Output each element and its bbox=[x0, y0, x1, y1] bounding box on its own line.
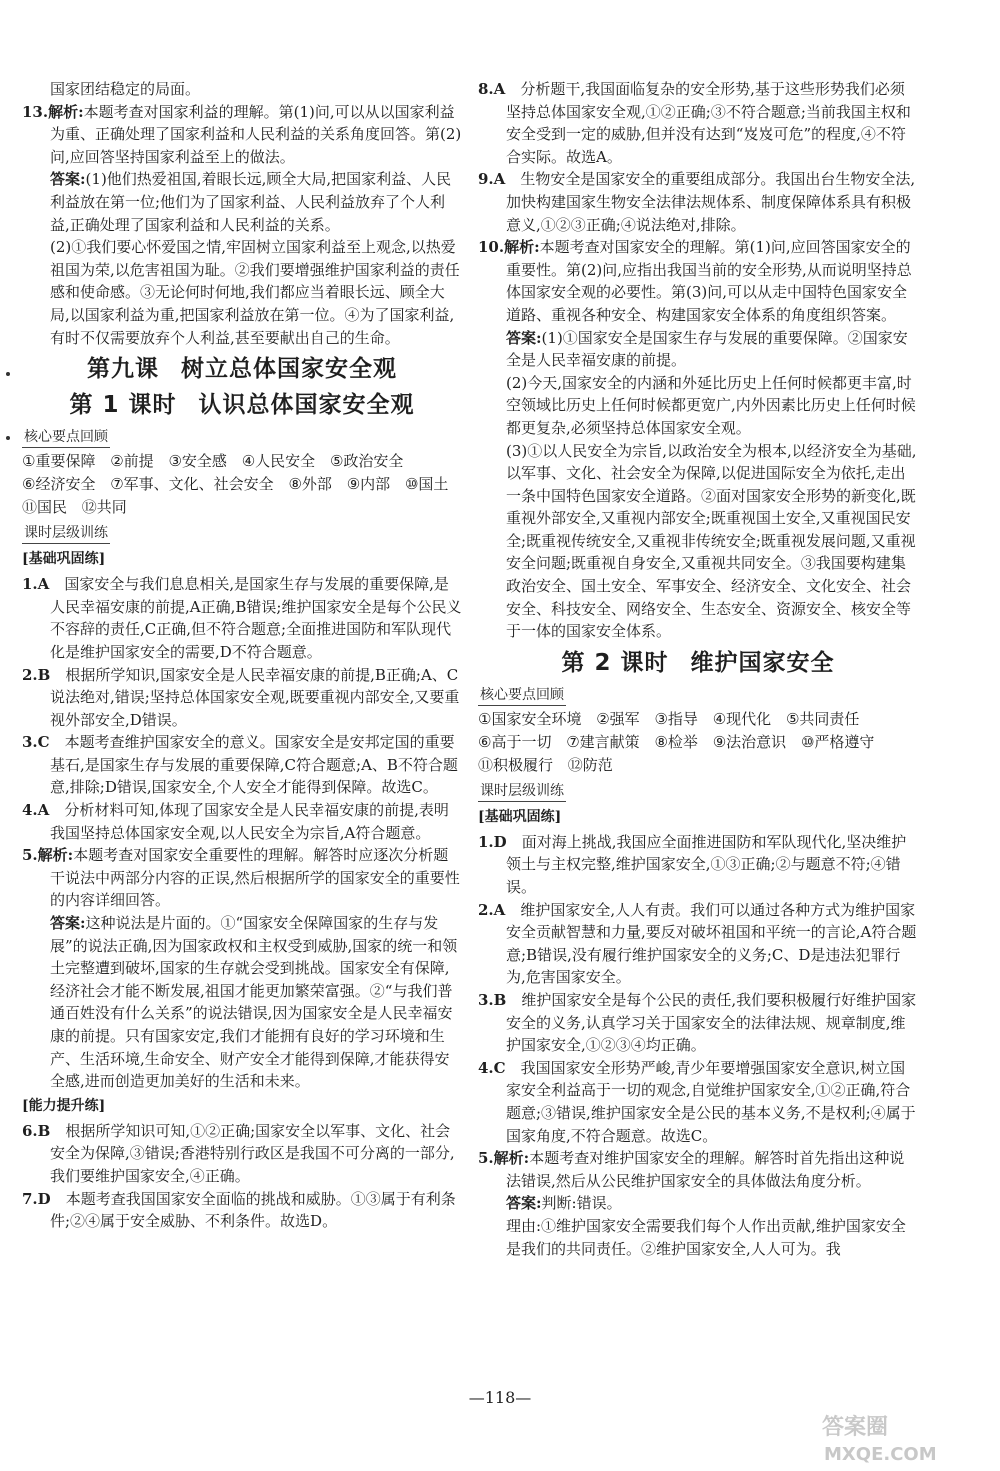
question-text: 本题考查对国家利益的理解。第(1)问,可以从以国家利益为重、正确处理了国家利益和人民利益的关系角度回答。第(2)问,应回答坚持国家利益至上的做法。 bbox=[50, 102, 462, 166]
question-number: 1.A bbox=[22, 575, 50, 594]
answer-text: 判断:错误。 bbox=[541, 1194, 622, 1213]
margin-dot bbox=[6, 436, 10, 440]
lesson-title bbox=[22, 389, 462, 421]
answer-text: (3)①以人民安全为宗旨,以政治安全为根本,以经济安全为基础,以军事、文化、社会安全为保障,以促进国际安全为依托,走出一条中国特色国家安全道路。②面对国家安全形势的新变化,既重视外部安全,又重视内部安全;既重视国土安全,又重视国民安全;既重视传统安全,又重视非传统安全;既重视发展问题,又重视安全问题;既重视自身安全,又重视共同安全。③我国要构建集政治安全、国土安全、军事安全、经济安全、文化安全、社会安全、科技安全、网络安全、生态安全、资源安全、核安全等于一体的国家安全体系。 bbox=[506, 441, 917, 641]
core-points bbox=[478, 708, 918, 777]
core-point-item: ⑪国民 bbox=[22, 498, 68, 517]
answer-label: 答案: bbox=[50, 914, 86, 933]
core-point-item: ⑦军事、文化、社会安全 bbox=[110, 475, 274, 494]
question-8 bbox=[478, 78, 918, 168]
answer-label: 答案: bbox=[50, 170, 86, 189]
watermark-line2: MXQE.COM bbox=[824, 1444, 937, 1465]
core-point-item: ⑧外部 bbox=[288, 475, 332, 494]
training-tag: 课时层级训练 bbox=[478, 781, 566, 802]
analysis-label: 解析: bbox=[48, 102, 84, 121]
question-text: 根据所学知识可知,①②正确;国家安全以军事、文化、社会安全为保障,③错误;香港特别行政区是我国不可分离的一部分,我们要维护国家安全,④正确。 bbox=[50, 1121, 455, 1185]
question-r2 bbox=[478, 899, 918, 989]
question-number: 6.B bbox=[22, 1121, 51, 1140]
question-9 bbox=[478, 168, 918, 236]
answer-text: (1)①国家安全是国家生存与发展的重要保障。②国家安全是人民幸福安康的前提。 bbox=[506, 328, 908, 370]
right-column bbox=[478, 78, 918, 1260]
core-point-item: ⑥经济安全 bbox=[22, 475, 96, 494]
chapter-title bbox=[22, 353, 462, 385]
margin-dot bbox=[6, 372, 10, 376]
section-basic: [基础巩固练] bbox=[22, 551, 106, 568]
core-points bbox=[22, 450, 462, 519]
section-ability: [能力提升练] bbox=[22, 1097, 106, 1114]
core-point-item: ①重要保障 bbox=[22, 452, 96, 471]
question-number: 7.D bbox=[22, 1189, 51, 1208]
lesson-title bbox=[478, 647, 918, 679]
question-r4 bbox=[478, 1057, 918, 1147]
question-text: 生物安全是国家安全的重要组成部分。我国出台生物安全法,加快构建国家生物安全法律法规体系、制度保障体系具有积极意义,①②③正确;④说法绝对,排除。 bbox=[506, 170, 916, 234]
question-number: 3.C bbox=[22, 733, 50, 752]
question-text: 本题考查对维护国家安全的理解。解答时首先指出这种说法错误,然后从公民维护国家安全的具体做法角度分析。 bbox=[506, 1149, 905, 1190]
chapter-name: 树立总体国家安全观 bbox=[181, 356, 397, 383]
question-r1 bbox=[478, 831, 918, 899]
question-text: 分析材料可知,体现了国家安全是人民幸福安康的前提,表明我国坚持总体国家安全观,以人民安全为宗旨,A符合题意。 bbox=[50, 801, 449, 842]
question-text: 国家安全与我们息息相关,是国家生存与发展的重要保障,是人民幸福安康的前提,A正确,B错误;维护国家安全是每个公民义不容辞的责任,C正确,但不符合题意;全面推进国防和军队现代化是维护国家安全的需要,D不符合题意。 bbox=[50, 575, 462, 661]
question-r5 bbox=[478, 1147, 918, 1192]
core-review-tag: 核心要点回顾 bbox=[478, 685, 566, 706]
question-number: 13. bbox=[22, 102, 49, 121]
question-text: 维护国家安全,人人有责。我们可以通过各种方式为维护国家安全贡献智慧和力量,要反对破坏祖国和平统一的言论,A符合题意;B错误,没有履行维护国家安全的义务;C、D是违法犯罪行为,危害国家安全。 bbox=[506, 900, 917, 987]
page-number: —118— bbox=[468, 1388, 532, 1407]
core-point-item: ⑨法治意识 bbox=[712, 732, 787, 751]
core-point-item: ③指导 bbox=[654, 709, 698, 728]
analysis-label: 解析: bbox=[493, 1149, 530, 1168]
answer-text: (2)①我们要心怀爱国之情,牢固树立国家利益至上观念,以热爱祖国为荣,以危害祖国为耻。②我们要增强维护国家利益的责任感和使命感。③无论何时何地,我们都应当着眼长远、顾全大局,以国家利益为重,把国家利益放在第一位。④为了国家利益,有时不仅需要放弃个人利益,甚至要献出自己的生命。 bbox=[50, 238, 460, 347]
question-number: 5. bbox=[22, 846, 38, 865]
answer-text: 这种说法是片面的。①“国家安全保障国家的生存与发展”的说法正确,因为国家政权和主权受到威胁,国家的统一和领土完整遭到破坏,国家的生存就会受到挑战。国家安全有保障,经济社会才能不断发展,祖国才能更加繁荣富强。②“与我们普通百姓没有什么关系”的说法错误,因为国家安全是人民幸福安康的前提。只有国家安定,我们才能拥有良好的学习环境和生产、生活环境,生命安全、财产安全才能得到保障,才能获得安全感,进而创造更加美好的生活和未来。 bbox=[50, 914, 458, 1091]
question-3 bbox=[22, 731, 462, 799]
core-point-item: ⑪积极履行 bbox=[478, 755, 554, 774]
answer-block bbox=[22, 168, 462, 236]
watermark-logo bbox=[812, 1408, 982, 1468]
paragraph: 国家团结稳定的局面。 bbox=[50, 80, 201, 98]
lesson-number: 第 1 课时 bbox=[69, 392, 177, 419]
core-point-item: ②强军 bbox=[596, 709, 640, 728]
core-point-item: ⑥高于一切 bbox=[478, 732, 552, 751]
question-number: 9.A bbox=[478, 170, 506, 189]
training-tag: 课时层级训练 bbox=[22, 523, 110, 544]
lesson-name: 认识总体国家安全观 bbox=[198, 392, 415, 419]
core-point-item: ⑩严格遵守 bbox=[800, 732, 875, 751]
question-number: 2.B bbox=[22, 665, 51, 684]
question-number: 4.C bbox=[478, 1058, 506, 1077]
core-point-item: ⑩国土 bbox=[404, 475, 449, 494]
answer-label: 答案: bbox=[506, 1194, 542, 1213]
core-point-item: ⑫防范 bbox=[567, 755, 613, 774]
question-text: 面对海上挑战,我国应全面推进国防和军队现代化,坚决维护领土与主权完整,维护国家安全,①③正确;②与题意不符;④错误。 bbox=[506, 832, 907, 897]
answer-block bbox=[22, 912, 462, 1093]
question-2 bbox=[22, 664, 462, 732]
question-text: 我国国家安全形势严峻,青少年要增强国家安全意识,树立国家安全利益高于一切的观念,自觉维护国家安全,①②正确,符合题意;③错误,维护国家安全是公民的基本义务,不是权利;④属于国家角度,不符合题意。故选C。 bbox=[506, 1058, 916, 1145]
answer-text: 理由:①维护国家安全需要我们每个人作出贡献,维护国家安全是我们的共同责任。②维护国家安全,人人可为。我 bbox=[506, 1216, 906, 1258]
question-text: 本题考查我国国家安全面临的挑战和威胁。①③属于有利条件;②④属于安全威胁、不利条件。故选D。 bbox=[50, 1189, 456, 1231]
question-6 bbox=[22, 1120, 462, 1188]
chapter-number: 第九课 bbox=[87, 356, 159, 383]
core-point-item: ⑨内部 bbox=[346, 475, 391, 494]
core-point-item: ⑫共同 bbox=[81, 498, 127, 517]
question-number: 4.A bbox=[22, 801, 50, 820]
question-1 bbox=[22, 573, 462, 663]
question-number: 1.D bbox=[478, 832, 507, 851]
question-text: 本题考查对国家安全重要性的理解。解答时应逐次分析题干说法中两部分内容的正误,然后根据所学的国家安全的重要性的内容详细回答。 bbox=[50, 846, 460, 910]
question-r3 bbox=[478, 989, 918, 1057]
analysis-label: 解析: bbox=[37, 846, 74, 865]
core-point-item: ①国家安全环境 bbox=[478, 709, 582, 728]
core-point-item: ④人民安全 bbox=[241, 452, 316, 471]
core-point-item: ⑤政治安全 bbox=[329, 452, 404, 471]
question-7 bbox=[22, 1188, 462, 1233]
answer-block bbox=[478, 327, 918, 372]
question-text: 根据所学知识,国家安全是人民幸福安康的前提,B正确;A、C说法绝对,错误;坚持总体国家安全观,既要重视内部安全,又要重视外部安全,D错误。 bbox=[50, 665, 460, 729]
watermark-line1: 答案圈 bbox=[822, 1415, 889, 1440]
question-number: 2.A bbox=[478, 900, 506, 919]
question-text: 本题考查维护国家安全的意义。国家安全是安邦定国的重要基石,是国家生存与发展的重要保障,C符合题意;A、B不符合题意,排除;D错误,国家安全,个人安全才能得到保障。故选C。 bbox=[50, 733, 458, 797]
question-number: 3.B bbox=[478, 991, 507, 1009]
core-point-item: ③安全感 bbox=[168, 452, 227, 471]
core-point-item: ②前提 bbox=[110, 452, 154, 471]
answer-text: (2)今天,国家安全的内涵和外延比历史上任何时候都更丰富,时空领域比历史上任何时候都更宽广,内外因素比历史上任何时候都更复杂,必须坚持总体国家安全观。 bbox=[506, 373, 916, 437]
section-basic: [基础巩固练] bbox=[478, 808, 562, 825]
question-4 bbox=[22, 799, 462, 844]
core-point-item: ⑤共同责任 bbox=[785, 709, 860, 728]
question-number: 10. bbox=[478, 238, 505, 257]
question-text: 分析题干,我国面临复杂的安全形势,基于这些形势我们必须坚持总体国家安全观,①②正确;③不符合题意;当前我国主权和安全受到一定的威胁,但并没有达到“岌岌可危”的程度,④不符合实际。故选A。 bbox=[506, 80, 911, 166]
core-review-tag: 核心要点回顾 bbox=[22, 427, 110, 448]
left-column bbox=[22, 78, 462, 1233]
question-number: 8.A bbox=[478, 80, 506, 98]
question-5 bbox=[22, 844, 462, 912]
question-text: 本题考查对国家安全的理解。第(1)问,应回答国家安全的重要性。第(2)问,应指出我国当前的安全形势,从而说明坚持总体国家安全观的必要性。第(3)问,可以从走中国特色国家安全道路、重视各种安全、构建国家安全体系的角度组织答案。 bbox=[506, 238, 912, 324]
core-point-item: ⑧检举 bbox=[654, 732, 698, 751]
core-point-item: ④现代化 bbox=[712, 709, 772, 728]
answer-text: (1)他们热爱祖国,着眼长远,顾全大局,把国家利益、人民利益放在第一位;他们为了国家利益、人民利益放弃了个人利益,正确处理了国家利益和人民利益的关系。 bbox=[50, 170, 452, 234]
core-point-item: ⑦建言献策 bbox=[566, 732, 640, 751]
lesson-number: 第 2 课时 bbox=[561, 649, 669, 676]
question-10 bbox=[478, 236, 918, 326]
lesson-name: 维护国家安全 bbox=[690, 649, 835, 676]
question-text: 维护国家安全是每个公民的责任,我们要积极履行好维护国家安全的义务,认真学习关于国家安全的法律法规、规章制度,维护国家安全,①②③④均正确。 bbox=[506, 991, 917, 1055]
question-13 bbox=[22, 101, 462, 169]
answer-block bbox=[478, 1192, 918, 1215]
question-number: 5. bbox=[478, 1149, 494, 1168]
answer-label: 答案: bbox=[506, 328, 542, 347]
analysis-label: 解析: bbox=[504, 238, 540, 257]
